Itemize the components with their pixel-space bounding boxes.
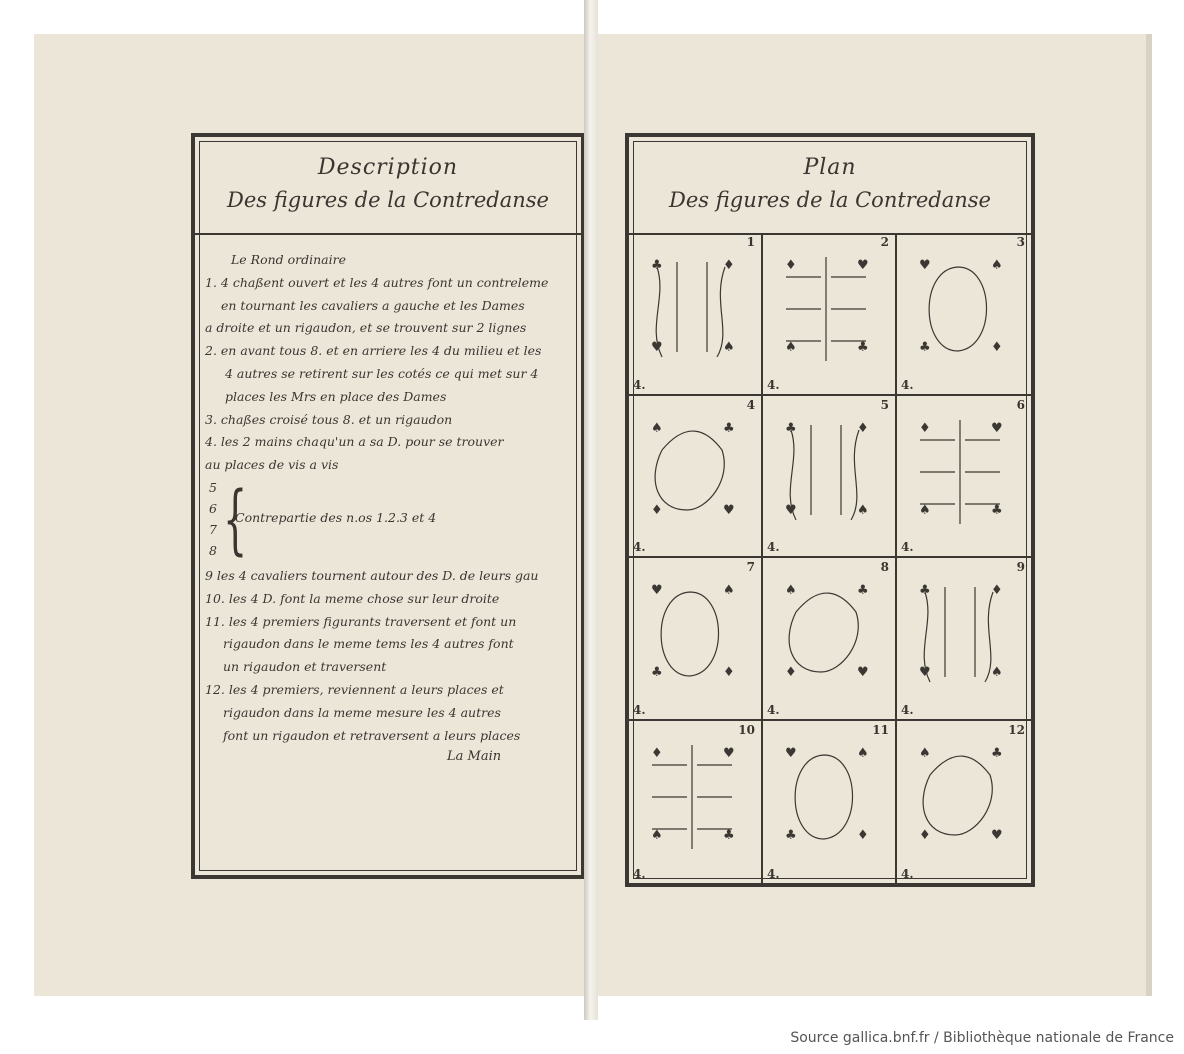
dancer-suit-icon: ♣: [919, 340, 931, 355]
contrepartie-text: Contrepartie des n.os 1.2.3 et 4: [235, 509, 437, 525]
figure-count: 4.: [901, 540, 914, 554]
plan-frame: [626, 134, 1034, 886]
dance-path-diagram: [771, 735, 877, 859]
plan-title-box: [629, 137, 1031, 235]
figure-number: 11: [872, 722, 889, 737]
dancer-suit-icon: ♠: [857, 745, 869, 761]
dance-path-line: [789, 593, 858, 672]
dance-path-diagram: [637, 247, 743, 371]
figure-number: 8: [880, 560, 889, 574]
dancer-suit-icon: ♥: [919, 258, 931, 273]
figure-count: 4.: [633, 867, 646, 881]
dancer-suit-icon: ♣: [857, 583, 869, 598]
figure-cell: [629, 396, 763, 559]
dance-path-diagram: [637, 572, 743, 696]
figure-count: 4.: [633, 702, 646, 717]
text-line: en tournant les cavaliers a gauche et les Dames: [221, 297, 525, 313]
dance-path-line: [929, 267, 986, 351]
dancer-suit-icon: ♥: [919, 665, 931, 680]
figure-count: 4.: [767, 377, 780, 392]
text-line: au places de vis a vis: [205, 457, 339, 473]
page-edge-shadow: [1146, 34, 1152, 996]
text-line: 4 autres se retirent sur les cotés ce qui met sur 4: [225, 365, 539, 381]
figure-number: 7: [746, 560, 755, 574]
dancer-suit-icon: ♦: [723, 665, 735, 680]
figure-cell: [629, 721, 763, 884]
figure-cell: [763, 396, 897, 559]
curly-brace: {: [223, 473, 248, 563]
dancer-suit-icon: ♣: [723, 420, 735, 436]
right-page: [598, 34, 1146, 996]
text-line: 3. chaßes croisé tous 8. et un rigaudon: [205, 411, 453, 427]
figure-number: 10: [738, 722, 755, 737]
figure-cell: [897, 233, 1031, 396]
dancer-suit-icon: ♣: [651, 665, 663, 680]
dancer-suit-icon: ♦: [785, 258, 797, 273]
dancer-suit-icon: ♠: [785, 340, 797, 355]
text-line: a droite et un rigaudon, et se trouvent sur 2 lignes: [205, 320, 527, 336]
dancer-suit-icon: ♥: [785, 502, 797, 518]
plan-subtitle: Des figures de la Contredanse: [669, 188, 991, 212]
text-line: 1. 4 chaßent ouvert et les 4 autres font un contreleme: [205, 274, 549, 290]
figure-number: 12: [1008, 722, 1025, 737]
dancer-suit-icon: ♦: [857, 827, 869, 843]
contrepartie-group: [205, 473, 573, 565]
dancer-suit-icon: ♠: [857, 502, 869, 518]
brace-number: 8: [209, 542, 217, 558]
dancer-suit-icon: ♣: [919, 583, 931, 598]
dance-path-line: [786, 257, 866, 361]
figure-cell: [897, 396, 1031, 559]
source-caption: Source gallica.bnf.fr / Bibliothèque nationale de France: [790, 1030, 1174, 1046]
figure-number: 1: [746, 235, 755, 249]
figure-number: 2: [880, 235, 889, 249]
figure-cell: [763, 721, 897, 884]
brace-number: 5: [209, 479, 217, 495]
dance-path-diagram: [771, 572, 877, 696]
description-title-box: [195, 137, 581, 235]
dance-path-diagram: [771, 410, 877, 534]
figure-grid: [629, 233, 1031, 883]
dance-path-diagram: [905, 735, 1011, 859]
text-line: places les Mrs en place des Dames: [225, 388, 447, 404]
brace-number: 6: [209, 500, 217, 516]
dancer-suit-icon: ♥: [857, 665, 869, 680]
dancer-suit-icon: ♦: [651, 745, 663, 761]
figure-cell: [763, 233, 897, 396]
dancer-suit-icon: ♣: [723, 827, 735, 843]
dance-path-line: [656, 262, 725, 357]
dance-path-line: [661, 592, 718, 676]
figure-count: 4.: [901, 702, 914, 717]
dancer-suit-icon: ♥: [651, 583, 663, 598]
dancer-suit-icon: ♥: [857, 258, 869, 273]
text-line: 4. les 2 mains chaqu'un a sa D. pour se trouver: [205, 434, 504, 450]
text-line: un rigaudon et traversent: [223, 659, 387, 675]
text-line: 11. les 4 premiers figurants traversent et font un: [205, 613, 517, 629]
dancer-suit-icon: ♠: [919, 745, 931, 761]
signature: La Main: [447, 749, 502, 764]
figure-count: 4.: [767, 540, 780, 554]
figure-number: 3: [1016, 235, 1025, 249]
dancer-suit-icon: ♦: [651, 502, 663, 518]
text-line: 9 les 4 cavaliers tournent autour des D. de leurs gau: [205, 567, 539, 583]
figure-count: 4.: [901, 377, 914, 392]
dancer-suit-icon: ♦: [991, 583, 1003, 598]
dance-path-line: [920, 420, 1000, 524]
plan-title: Plan: [803, 155, 857, 180]
figure-count: 4.: [633, 540, 646, 554]
book-gutter: [584, 0, 598, 1020]
brace-numbers: [209, 477, 217, 561]
dancer-suit-icon: ♠: [785, 583, 797, 598]
dancer-suit-icon: ♠: [723, 583, 735, 598]
text-line: 12. les 4 premiers, reviennent a leurs places et: [205, 681, 504, 697]
dancer-suit-icon: ♥: [651, 340, 663, 355]
text-line: 2. en avant tous 8. et en arriere les 4 du milieu et les: [205, 343, 542, 359]
dancer-suit-icon: ♥: [723, 745, 735, 761]
text-line: 10. les 4 D. font la meme chose sur leur droite: [205, 590, 500, 606]
dance-path-line: [652, 745, 732, 849]
dancer-suit-icon: ♦: [919, 827, 931, 843]
dance-path-line: [795, 755, 852, 839]
dancer-suit-icon: ♠: [991, 258, 1003, 273]
left-page: [34, 34, 584, 996]
dancer-suit-icon: ♦: [991, 340, 1003, 355]
dance-path-line: [924, 587, 993, 682]
dance-path-line: [790, 425, 859, 520]
dancer-suit-icon: ♦: [919, 420, 931, 436]
dance-path-diagram: [637, 410, 743, 534]
dancer-suit-icon: ♠: [991, 665, 1003, 680]
dancer-suit-icon: ♣: [991, 745, 1003, 761]
dancer-suit-icon: ♥: [991, 420, 1003, 436]
figure-count: 4.: [633, 377, 646, 392]
figure-cell: [897, 558, 1031, 721]
description-subtitle: Des figures de la Contredanse: [227, 188, 549, 212]
figure-count: 4.: [901, 867, 914, 881]
dancer-suit-icon: ♦: [723, 258, 735, 273]
dance-path-diagram: [905, 247, 1011, 371]
dancer-suit-icon: ♣: [785, 420, 797, 436]
text-line: rigaudon dans la meme mesure les 4 autres: [223, 704, 501, 720]
dance-path-diagram: [905, 572, 1011, 696]
text-line: rigaudon dans le meme tems les 4 autres font: [223, 636, 514, 652]
dancer-suit-icon: ♣: [857, 340, 869, 355]
figure-cell: [897, 721, 1031, 884]
figure-number: 9: [1016, 560, 1025, 574]
figure-number: 4: [746, 397, 755, 412]
dancer-suit-icon: ♠: [651, 827, 663, 843]
dance-path-diagram: [771, 247, 877, 371]
dancer-suit-icon: ♣: [991, 502, 1003, 518]
description-frame: [192, 134, 584, 878]
dancer-suit-icon: ♣: [651, 258, 663, 273]
dancer-suit-icon: ♦: [857, 420, 869, 436]
figure-number: 6: [1016, 397, 1025, 412]
dance-path-diagram: [637, 735, 743, 859]
figure-cell: [629, 233, 763, 396]
dancer-suit-icon: ♠: [919, 502, 931, 518]
description-title: Description: [317, 155, 459, 180]
dance-path-line: [923, 756, 992, 835]
dancer-suit-icon: ♥: [723, 502, 735, 518]
dancer-suit-icon: ♦: [785, 665, 797, 680]
text-line: Le Rond ordinaire: [231, 252, 347, 267]
figure-number: 5: [880, 397, 889, 412]
text-line: font un rigaudon et retraversent a leurs places: [223, 727, 521, 743]
dancer-suit-icon: ♥: [785, 745, 797, 761]
dancer-suit-icon: ♠: [651, 420, 663, 436]
figure-cell: [763, 558, 897, 721]
dance-path-line: [655, 431, 724, 510]
figure-cell: [629, 558, 763, 721]
brace-number: 7: [209, 521, 217, 537]
dancer-suit-icon: ♥: [991, 827, 1003, 843]
description-text: [205, 249, 573, 747]
figure-count: 4.: [767, 867, 780, 881]
dancer-suit-icon: ♣: [785, 827, 797, 843]
dancer-suit-icon: ♠: [723, 340, 735, 355]
figure-count: 4.: [767, 702, 780, 717]
dance-path-diagram: [905, 410, 1011, 534]
